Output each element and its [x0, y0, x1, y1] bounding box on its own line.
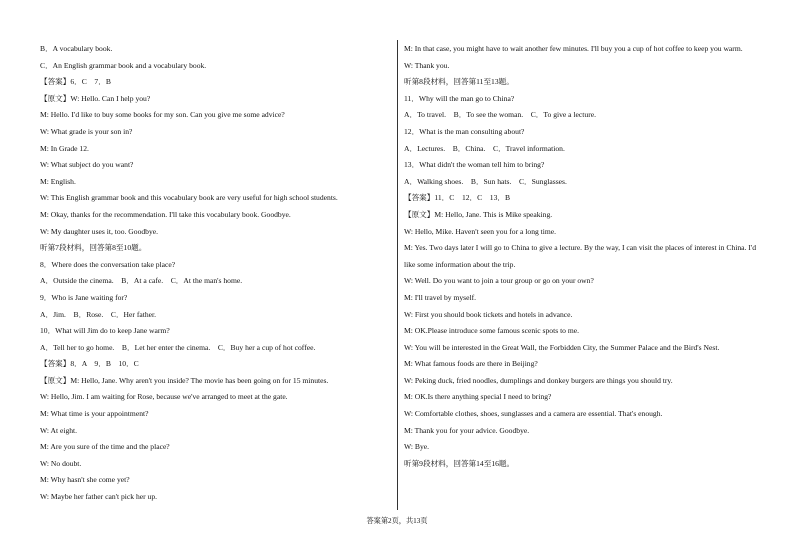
- answer-line: 【答案】11．C 12．C 13．B: [404, 193, 511, 203]
- options-line: A．Jim. B．Rose. C．Her father.: [40, 309, 157, 319]
- question-line: 8．Where does the conversation take place?: [40, 259, 176, 269]
- transcript-line: M: Thank you for your advice. Goodbye.: [404, 425, 530, 435]
- options-line: A．Walking shoes. B．Sun hats. C．Sunglasses.: [404, 176, 567, 186]
- transcript-line: M: OK.Please introduce some famous scenic spots to me.: [404, 326, 580, 336]
- question-line: 13．What didn't the woman tell him to bring?: [404, 160, 545, 170]
- transcript-line: W: Peking duck, fried noodles, dumplings and donkey burgers are things you should try.: [404, 375, 673, 385]
- transcript-paragraph: M: Yes. Two days later I will go to China to give a lecture. By the way, I can visit the places of interest in China. I'd like some information about the trip.: [404, 243, 756, 269]
- transcript-line: 【原文】W: Hello. Can I help you?: [40, 93, 151, 103]
- transcript-line: M: Okay, thanks for the recommendation. I'll take this vocabulary book. Goodbye.: [40, 209, 291, 219]
- transcript-line: M: Why hasn't she come yet?: [40, 475, 130, 485]
- transcript-paragraph: W: You will be interested in the Great Wall, the Forbidden City, the Summer Palace and the Bird's Nest.: [404, 342, 720, 352]
- left-column: [40, 41, 392, 506]
- transcript-line: M: What time is your appointment?: [40, 409, 149, 419]
- options-line: A．Tell her to go home. B．Let her enter the cinema. C．Buy her a cup of hot coffee.: [40, 342, 316, 352]
- options-line: A．Outside the cinema. B．At a cafe. C．At the man's home.: [40, 276, 243, 286]
- transcript-line: W: First you should book tickets and hotels in advance.: [404, 309, 573, 319]
- options-line: A．Lectures. B．China. C．Travel information.: [404, 143, 565, 153]
- transcript-line: M: What famous foods are there in Beijing?: [404, 359, 538, 369]
- transcript-line: W: Comfortable clothes, shoes, sunglasses and a camera are essential. That's enough.: [404, 409, 663, 419]
- text-line: C．An English grammar book and a vocabulary book.: [40, 60, 207, 70]
- question-line: 10．What will Jim do to keep Jane warm?: [40, 326, 170, 336]
- transcript-line: W: My daughter uses it, too. Goodbye.: [40, 226, 159, 236]
- transcript-line: W: At eight.: [40, 425, 78, 435]
- column-divider: [397, 40, 398, 510]
- options-line: A．To travel. B．To see the woman. C．To give a lecture.: [404, 110, 596, 120]
- transcript-line: M: In Grade 12.: [40, 143, 89, 153]
- transcript-line: W: Well. Do you want to join a tour group or go on your own?: [404, 276, 594, 286]
- transcript-line: W: Bye.: [404, 442, 430, 452]
- answer-line: 【答案】8．A 9．B 10．C: [40, 359, 139, 369]
- text-line: B．A vocabulary book.: [40, 44, 113, 53]
- page-footer: 答案第2页，共13页: [366, 517, 428, 525]
- question-line: 9．Who is Jane waiting for?: [40, 292, 128, 302]
- transcript-line: W: What subject do you want?: [40, 160, 134, 170]
- question-line: 12．What is the man consulting about?: [404, 126, 525, 136]
- transcript-line: W: This English grammar book and this vocabulary book are very useful for high school students.: [40, 193, 338, 203]
- section-instruction: 听第9段材料，回答第14至16题。: [404, 458, 515, 468]
- right-column: [404, 41, 756, 472]
- transcript-line: W: No doubt.: [40, 458, 82, 468]
- transcript-line: M: I'll travel by myself.: [404, 292, 477, 302]
- transcript-paragraph: M: In that case, you might have to wait another few minutes. I'll buy you a cup of hot coffee to keep you warm.: [404, 44, 743, 53]
- transcript-line: 【原文】M: Hello, Jane. Why aren't you inside? The movie has been going on for 15 minutes.: [40, 375, 329, 385]
- answer-line: 【答案】6．C 7．B: [40, 77, 111, 87]
- transcript-line: W: Hello, Jim. I am waiting for Rose, because we've arranged to meet at the gate.: [40, 392, 288, 402]
- section-instruction: 听第7段材料，回答第8至10题。: [40, 243, 147, 253]
- transcript-line: W: Hello, Mike. Haven't seen you for a long time.: [404, 226, 557, 236]
- transcript-line: M: English.: [40, 176, 76, 186]
- transcript-line: W: What grade is your son in?: [40, 126, 133, 136]
- transcript-line: 【原文】M: Hello, Jane. This is Mike speaking.: [404, 209, 553, 219]
- transcript-line: W: Thank you.: [404, 60, 450, 70]
- transcript-line: M: Are you sure of the time and the place?: [40, 442, 170, 452]
- transcript-line: M: OK.Is there anything special I need to bring?: [404, 392, 552, 402]
- section-instruction: 听第8段材料，回答第11至13题。: [404, 77, 514, 87]
- question-line: 11．Why will the man go to China?: [404, 93, 515, 103]
- transcript-line: M: Hello. I'd like to buy some books for my son. Can you give me some advice?: [40, 110, 285, 120]
- transcript-line: W: Maybe her father can't pick her up.: [40, 492, 158, 502]
